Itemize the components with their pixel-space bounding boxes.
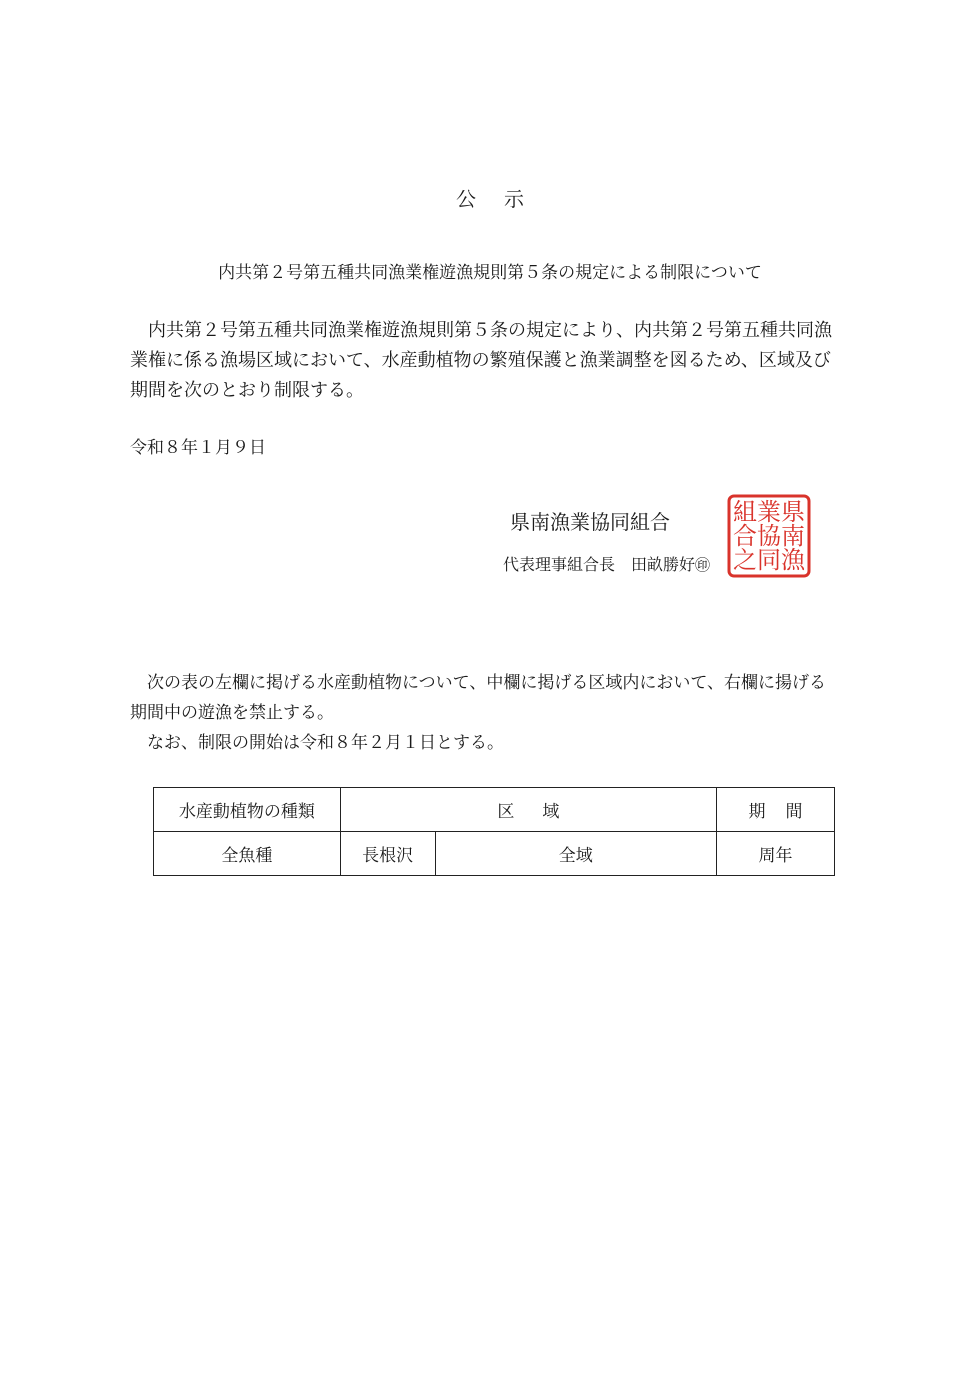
notice-paragraph-1: 次の表の左欄に掲げる水産動植物について、中欄に掲げる区域内において、右欄に揚げる期間中の遊漁を禁止する。 (130, 673, 826, 723)
seal-glyph: 漁 (781, 546, 805, 574)
notice-section (130, 668, 835, 758)
restriction-table (153, 787, 835, 876)
body-paragraph: 内共第２号第五種共同漁業権遊漁規則第５条の規定により、内共第２号第五種共同漁業権に係る漁場区域において、水産動植物の繁殖保護と漁業調整を図るため、区域及び期間を次のとおり制限する。 (130, 320, 832, 401)
header-area: 区域 (340, 788, 716, 832)
cell-river: 長根沢 (340, 832, 435, 876)
seal-glyph: 県 (781, 498, 805, 526)
cell-species: 全魚種 (154, 832, 341, 876)
table-row (154, 832, 835, 876)
issuer-representative (503, 552, 710, 575)
seal-glyph: 業 (757, 498, 781, 526)
issue-date: 令和８年１月９日 (130, 438, 266, 458)
notice-paragraph-2: なお、制限の開始は令和８年２月１日とする。 (147, 733, 504, 753)
organization-seal-stamp (726, 493, 812, 579)
representative-name: 代表理事組合長 田畝勝好 (503, 555, 696, 574)
table-header-row (154, 788, 835, 832)
document-subject: 内共第２号第五種共同漁業権遊漁規則第５条の規定による制限について (218, 263, 762, 283)
header-period: 期間 (717, 788, 835, 832)
issuer-organization: 県南漁業協同組合 (510, 510, 670, 534)
seal-glyph: 合 (733, 522, 757, 550)
cell-area: 全域 (435, 832, 717, 876)
seal-glyph: 之 (733, 546, 757, 574)
seal-glyph: 同 (757, 546, 781, 574)
seal-glyph: 組 (733, 498, 757, 526)
document-title: 公示 (456, 187, 552, 211)
header-species: 水産動植物の種類 (154, 788, 341, 832)
cell-period: 周年 (717, 832, 835, 876)
inkan-mark: ㊞ (695, 556, 711, 574)
seal-glyph: 南 (781, 522, 805, 550)
seal-glyph: 協 (757, 522, 781, 550)
